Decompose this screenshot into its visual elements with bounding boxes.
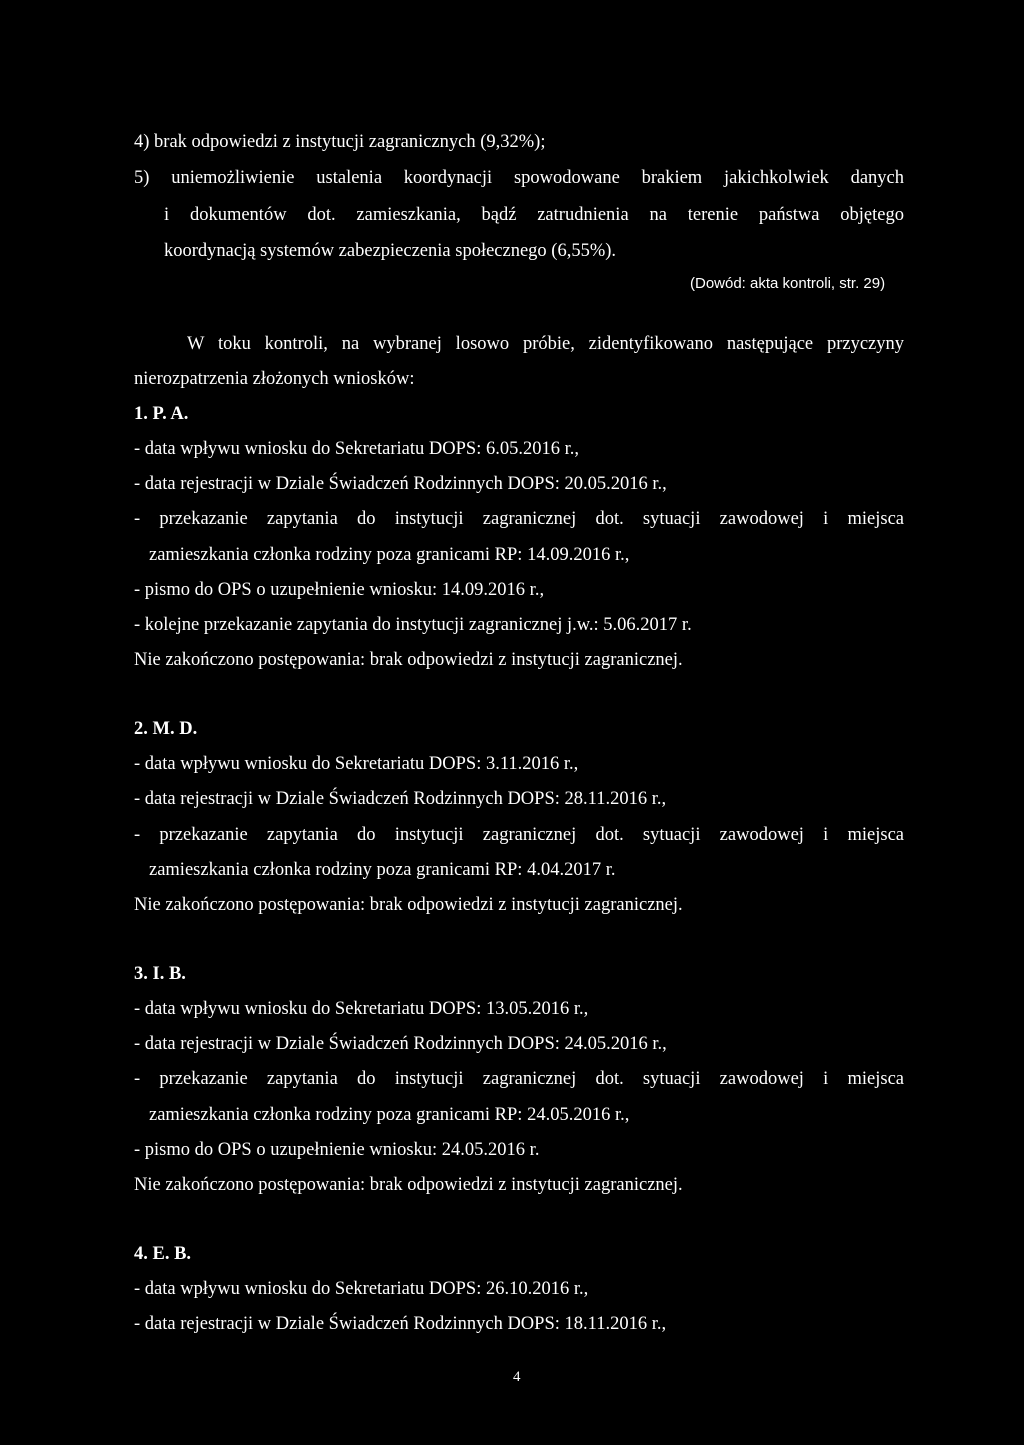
case-line: zamieszkania członka rodziny poza granicami RP: 24.05.2016 r., [149, 1105, 630, 1125]
case-conclusion: Nie zakończono postępowania: brak odpowiedzi z instytucji zagranicznej. [134, 650, 683, 670]
case-line: - przekazanie zapytania do instytucji zagranicznej dot. sytuacji zawodowej i miejsca [134, 1069, 904, 1089]
case-line: - data rejestracji w Dziale Świadczeń Rodzinnych DOPS: 28.11.2016 r., [134, 789, 667, 809]
case-heading: 2. M. D. [134, 719, 198, 739]
case-line: - pismo do OPS o uzupełnienie wniosku: 24.05.2016 r. [134, 1140, 540, 1160]
case-conclusion: Nie zakończono postępowania: brak odpowiedzi z instytucji zagranicznej. [134, 1175, 683, 1195]
list-item-5-line-2: i dokumentów dot. zamieszkania, bądź zatrudnienia na terenie państwa objętego [164, 205, 904, 225]
case-line: - data rejestracji w Dziale Świadczeń Rodzinnych DOPS: 18.11.2016 r., [134, 1314, 667, 1334]
case-line: - data wpływu wniosku do Sekretariatu DOPS: 13.05.2016 r., [134, 999, 589, 1019]
case-line: zamieszkania członka rodziny poza granicami RP: 14.09.2016 r., [149, 545, 630, 565]
case-line: - data wpływu wniosku do Sekretariatu DOPS: 6.05.2016 r., [134, 439, 579, 459]
case-line: - przekazanie zapytania do instytucji zagranicznej dot. sytuacji zawodowej i miejsca [134, 825, 904, 845]
case-line: - przekazanie zapytania do instytucji zagranicznej dot. sytuacji zawodowej i miejsca [134, 509, 904, 529]
case-line: - data rejestracji w Dziale Świadczeń Rodzinnych DOPS: 20.05.2016 r., [134, 474, 667, 494]
list-item-4: 4) brak odpowiedzi z instytucji zagranicznych (9,32%); [134, 132, 546, 152]
case-heading: 3. I. B. [134, 964, 186, 984]
intro-line-2: nierozpatrzenia złożonych wniosków: [134, 369, 415, 389]
case-line: - kolejne przekazanie zapytania do instytucji zagranicznej j.w.: 5.06.2017 r. [134, 615, 692, 635]
intro-line-1: W toku kontroli, na wybranej losowo próbie, zidentyfikowano następujące przyczyny [187, 334, 904, 354]
case-heading: 4. E. B. [134, 1244, 192, 1264]
case-line: - data wpływu wniosku do Sekretariatu DOPS: 26.10.2016 r., [134, 1279, 589, 1299]
case-line: - pismo do OPS o uzupełnienie wniosku: 14.09.2016 r., [134, 580, 545, 600]
list-item-5-line-1: 5) uniemożliwienie ustalenia koordynacji spowodowane brakiem jakichkolwiek danych [134, 168, 904, 188]
case-line: zamieszkania członka rodziny poza granicami RP: 4.04.2017 r. [149, 860, 616, 880]
case-line: - data rejestracji w Dziale Świadczeń Rodzinnych DOPS: 24.05.2016 r., [134, 1034, 667, 1054]
case-line: - data wpływu wniosku do Sekretariatu DOPS: 3.11.2016 r., [134, 754, 579, 774]
case-conclusion: Nie zakończono postępowania: brak odpowiedzi z instytucji zagranicznej. [134, 895, 683, 915]
page-number: 4 [513, 1369, 521, 1385]
list-item-5-line-3: koordynacją systemów zabezpieczenia społecznego (6,55%). [164, 241, 617, 261]
case-heading: 1. P. A. [134, 404, 189, 424]
evidence-note: (Dowód: akta kontroli, str. 29) [690, 275, 886, 292]
